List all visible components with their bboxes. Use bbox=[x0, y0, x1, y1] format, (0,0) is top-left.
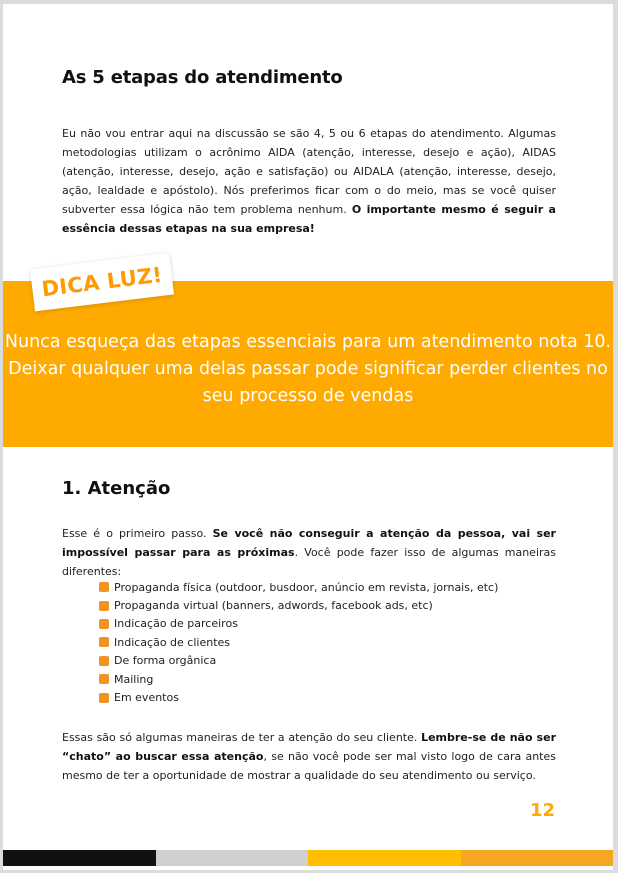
footer-segment-black bbox=[3, 850, 156, 866]
p1-start: Esse é o primeiro passo. bbox=[62, 527, 213, 540]
document-page bbox=[3, 4, 613, 870]
list-item-text: Indicação de parceiros bbox=[114, 617, 238, 631]
closing-paragraph bbox=[62, 728, 556, 785]
footer-color-bar bbox=[3, 850, 613, 866]
list-item-text: Em eventos bbox=[114, 691, 179, 705]
bullet-icon bbox=[99, 656, 109, 666]
tip-text: Nunca esqueça das etapas essenciais para um atendimento nota 10. Deixar qualquer uma delas passar pode significar perder clientes no seu processo de vendas bbox=[4, 332, 612, 406]
list-item-text: Propaganda física (outdoor, busdoor, anúncio em revista, jornais, etc) bbox=[114, 580, 499, 594]
list-item bbox=[99, 596, 498, 614]
list-item bbox=[99, 615, 498, 633]
tip-label: DICA LUZ! bbox=[40, 262, 164, 302]
bullet-icon bbox=[99, 619, 109, 629]
list-item bbox=[99, 688, 498, 706]
footer-segment-gray bbox=[156, 850, 309, 866]
footer-segment-orange bbox=[461, 850, 614, 866]
list-item bbox=[99, 652, 498, 670]
bullet-icon bbox=[99, 601, 109, 611]
p1-bold: Se você não conseguir a atenção da pessoa, vai ser impossível passar para as próximas bbox=[62, 527, 556, 559]
p1-end: . Você pode fazer isso de algumas maneiras diferentes: bbox=[62, 546, 557, 578]
intro-text: Eu não vou entrar aqui na discussão se são 4, 5 ou 6 etapas do atendimento. Algumas metodologias utilizam o acrônimo AIDA (atenção, interesse, desejo e ação), AIDAS (atenção, interesse, desejo, ação e satisfação) ou AIDALA (atenção, interesse, desejo, ação, lealdade e apóstolo). Nós preferimos ficar com o do meio, mas se você quiser subverter essa lógica não tem problema nenhum. bbox=[62, 127, 556, 216]
intro-bold-text: O importante mesmo é seguir a essência dessas etapas na sua empresa! bbox=[62, 203, 556, 235]
p2-start: Essas são só algumas maneiras de ter a atenção do seu cliente. bbox=[62, 731, 422, 744]
list-item-text: Mailing bbox=[114, 672, 154, 686]
bullet-icon bbox=[99, 637, 109, 647]
bullet-icon bbox=[99, 582, 109, 592]
p2-end: , se não você pode ser mal visto logo de cara antes mesmo de ter a oportunidade de mostrar a qualidade do seu atendimento ou serviço. bbox=[62, 750, 556, 782]
footer-segment-yellow bbox=[308, 850, 461, 866]
attention-paragraph bbox=[62, 524, 556, 581]
list-item bbox=[99, 578, 498, 596]
list-item-text: Indicação de clientes bbox=[114, 635, 231, 649]
intro-paragraph bbox=[62, 124, 556, 238]
subsection-title: 1. Atenção bbox=[62, 478, 171, 499]
bullet-icon bbox=[99, 693, 109, 703]
section-title: As 5 etapas do atendimento bbox=[62, 67, 343, 88]
bullet-icon bbox=[99, 674, 109, 684]
page-number: 12 bbox=[529, 800, 555, 821]
p2-bold: Lembre-se de não ser “chato” ao buscar essa atenção bbox=[62, 731, 556, 763]
list-item bbox=[99, 633, 498, 651]
list-item bbox=[99, 670, 498, 688]
list-item-text: Propaganda virtual (banners, adwords, facebook ads, etc) bbox=[114, 599, 433, 613]
list-item-text: De forma orgânica bbox=[114, 654, 217, 668]
attention-methods-list bbox=[99, 578, 498, 707]
